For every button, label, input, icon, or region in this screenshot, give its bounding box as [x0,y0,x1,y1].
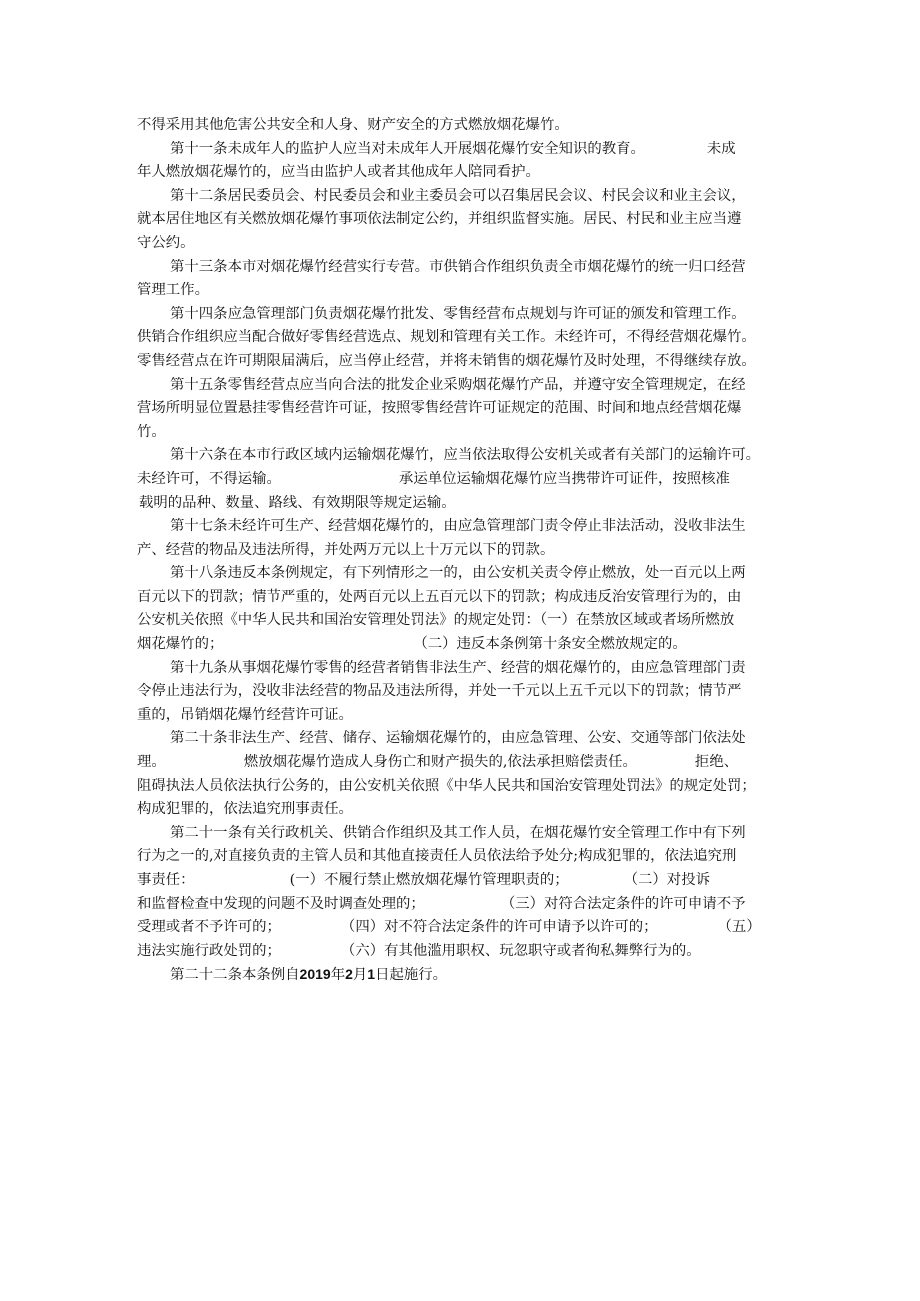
text-segment: （三）对符合法定条件的许可申请不予 [500,895,746,912]
text-line [137,940,797,964]
text-line: 载明的品种、数量、路线、有效期限等规定运输。 [139,494,456,511]
text-line: 就本居住地区有关燃放烟花爆竹事项依法制定公约，并组织监督实施。居民、村民和业主应当遵 [137,211,742,228]
text-line: 供销合作组织应当配合做好零售经营选点、规划和管理有关工作。未经许可，不得经营烟花爆竹。 [137,329,756,346]
text-line: 百元以下的罚款；情节严重的，处两百元以上五百元以下的罚款；构成违反治安管理行为的，由 [137,588,742,605]
text-line: 阻碍执法人员依法执行公务的，由公安机关依照《中华人民共和国治安管理处罚法》的规定处罚； [137,777,756,794]
article-21-line: 第二十一条有关行政机关、供销合作组织及其工作人员，在烟花爆竹安全管理工作中有下列 [170,824,746,841]
article-12-line: 第十二条居民委员会、村民委员会和业主委员会可以召集居民会议、村民会议和业主会议， [170,187,746,204]
effective-month: 2 [345,966,353,983]
text-line: 产、经营的物品及违法所得，并处两万元以上十万元以下的罚款。 [137,541,555,558]
text-line [137,468,797,492]
text-segment: 第二十二条本条例自 [170,967,300,984]
text-line: 不得采用其他危害公共安全和人身、财产安全的方式燃放烟花爆竹。 [137,117,569,133]
text-segment: 烟花爆竹的； [137,636,224,653]
text-segment: 第十一条未成年人的监护人应当对未成年人开展烟花爆竹安全知识的教育。 [170,140,645,157]
article-11-line [137,138,797,162]
article-15-line: 第十五条零售经营点应当向合法的批发企业采购烟花爆竹产品，并遵守安全管理规定，在经 [170,376,746,393]
text-line: 令停止违法行为，没收非法经营的物品及违法所得，并处一千元以上五千元以下的罚款；情节严 [137,683,742,700]
text-line: 竹。 [137,423,166,440]
text-segment: （五） [717,919,761,936]
text-segment: 事责任： [137,872,195,888]
text-segment: 燃放烟花爆竹造成人身伤亡和财产损失的,依法承担赔偿责任。 [243,754,637,771]
text-segment: 和监督检查中发现的问题不及时调查处理的； [137,895,425,912]
article-16-line: 第十六条在本市行政区域内运输烟花爆竹，应当依法取得公安机关或者有关部门的运输许可。 [170,447,761,464]
text-line: 公安机关依照《中华人民共和国治安管理处罚法》的规定处罚：（一）在禁放区域或者场所燃放 [137,612,735,629]
text-segment: 月 [352,967,368,984]
text-line: 行为之一的,对直接负责的主管人员和其他直接责任人员依法给予处分;构成犯罪的，依法追究刑 [137,848,737,865]
text-segment: 年 [330,967,346,984]
text-segment: 违法实施行政处罚的； [137,942,281,959]
text-segment: 理。 [137,754,166,771]
article-19-line: 第十九条从事烟花爆竹零售的经营者销售非法生产、经营的烟花爆竹的，由应急管理部门责 [170,659,746,676]
text-line [137,751,797,775]
text-line: 营场所明显位置悬挂零售经营许可证，按照零售经营许可证规定的范围、时间和地点经营烟花爆 [137,400,742,417]
text-line [137,633,797,657]
text-line: 年人燃放烟花爆竹的，应当由监护人或者其他成年人陪同看护。 [137,164,540,181]
document-body [137,114,797,987]
text-line [137,869,797,893]
article-17-line: 第十七条未经许可生产、经营烟花爆竹的，由应急管理部门责令停止非法活动，没收非法生 [170,518,746,535]
text-line: 零售经营点在许可期限届满后，应当停止经营，并将未销售的烟花爆竹及时处理，不得继续存放。 [137,352,756,369]
article-13-line: 第十三条本市对烟花爆竹经营实行专营。市供销合作组织负责全市烟花爆竹的统一归口经营 [170,258,746,275]
text-segment: （二）对投诉 [623,872,710,888]
article-18-line: 第十八条违反本条例规定，有下列情形之一的，由公安机关责令停止燃放，处一百元以上两 [170,565,746,582]
text-line: 守公约。 [137,234,195,251]
article-22-line [137,963,797,987]
text-line: 管理工作。 [137,282,209,299]
effective-day: 1 [367,966,376,983]
text-line: 构成犯罪的，依法追究刑事责任。 [137,801,353,818]
text-segment: (一）不履行禁止燃放烟花爆竹管理职责的； [289,872,569,888]
article-14-line: 第十四条应急管理部门负责烟花爆竹批发、零售经营布点规划与许可证的颁发和管理工作。 [170,305,746,322]
text-segment: 承运单位运输烟花爆竹应当携带许可证件，按照核准 [398,470,730,487]
text-segment: 拒绝、 [694,754,739,771]
text-line: 重的，吊销烟花爆竹经营许可证。 [137,706,353,723]
article-20-line: 第二十条非法生产、经营、储存、运输烟花爆竹的，由应急管理、公安、交通等部门依法处 [170,730,746,747]
text-segment: 受理或者不予许可的； [137,919,281,936]
text-segment: （四）对不符合法定条件的许可申请予以许可的； [340,919,658,936]
text-segment: 未成 [706,140,736,157]
text-segment: （二）违反本条例第十条安全燃放规定的。 [413,636,687,653]
text-line [137,893,797,917]
effective-year: 2019 [299,966,331,983]
text-segment: 未经许可，不得运输。 [137,470,281,487]
text-line [137,916,797,940]
text-segment: 日起施行。 [375,967,448,984]
text-segment: （六）有其他滥用职权、玩忽职守或者徇私舞弊行为的。 [340,942,701,959]
